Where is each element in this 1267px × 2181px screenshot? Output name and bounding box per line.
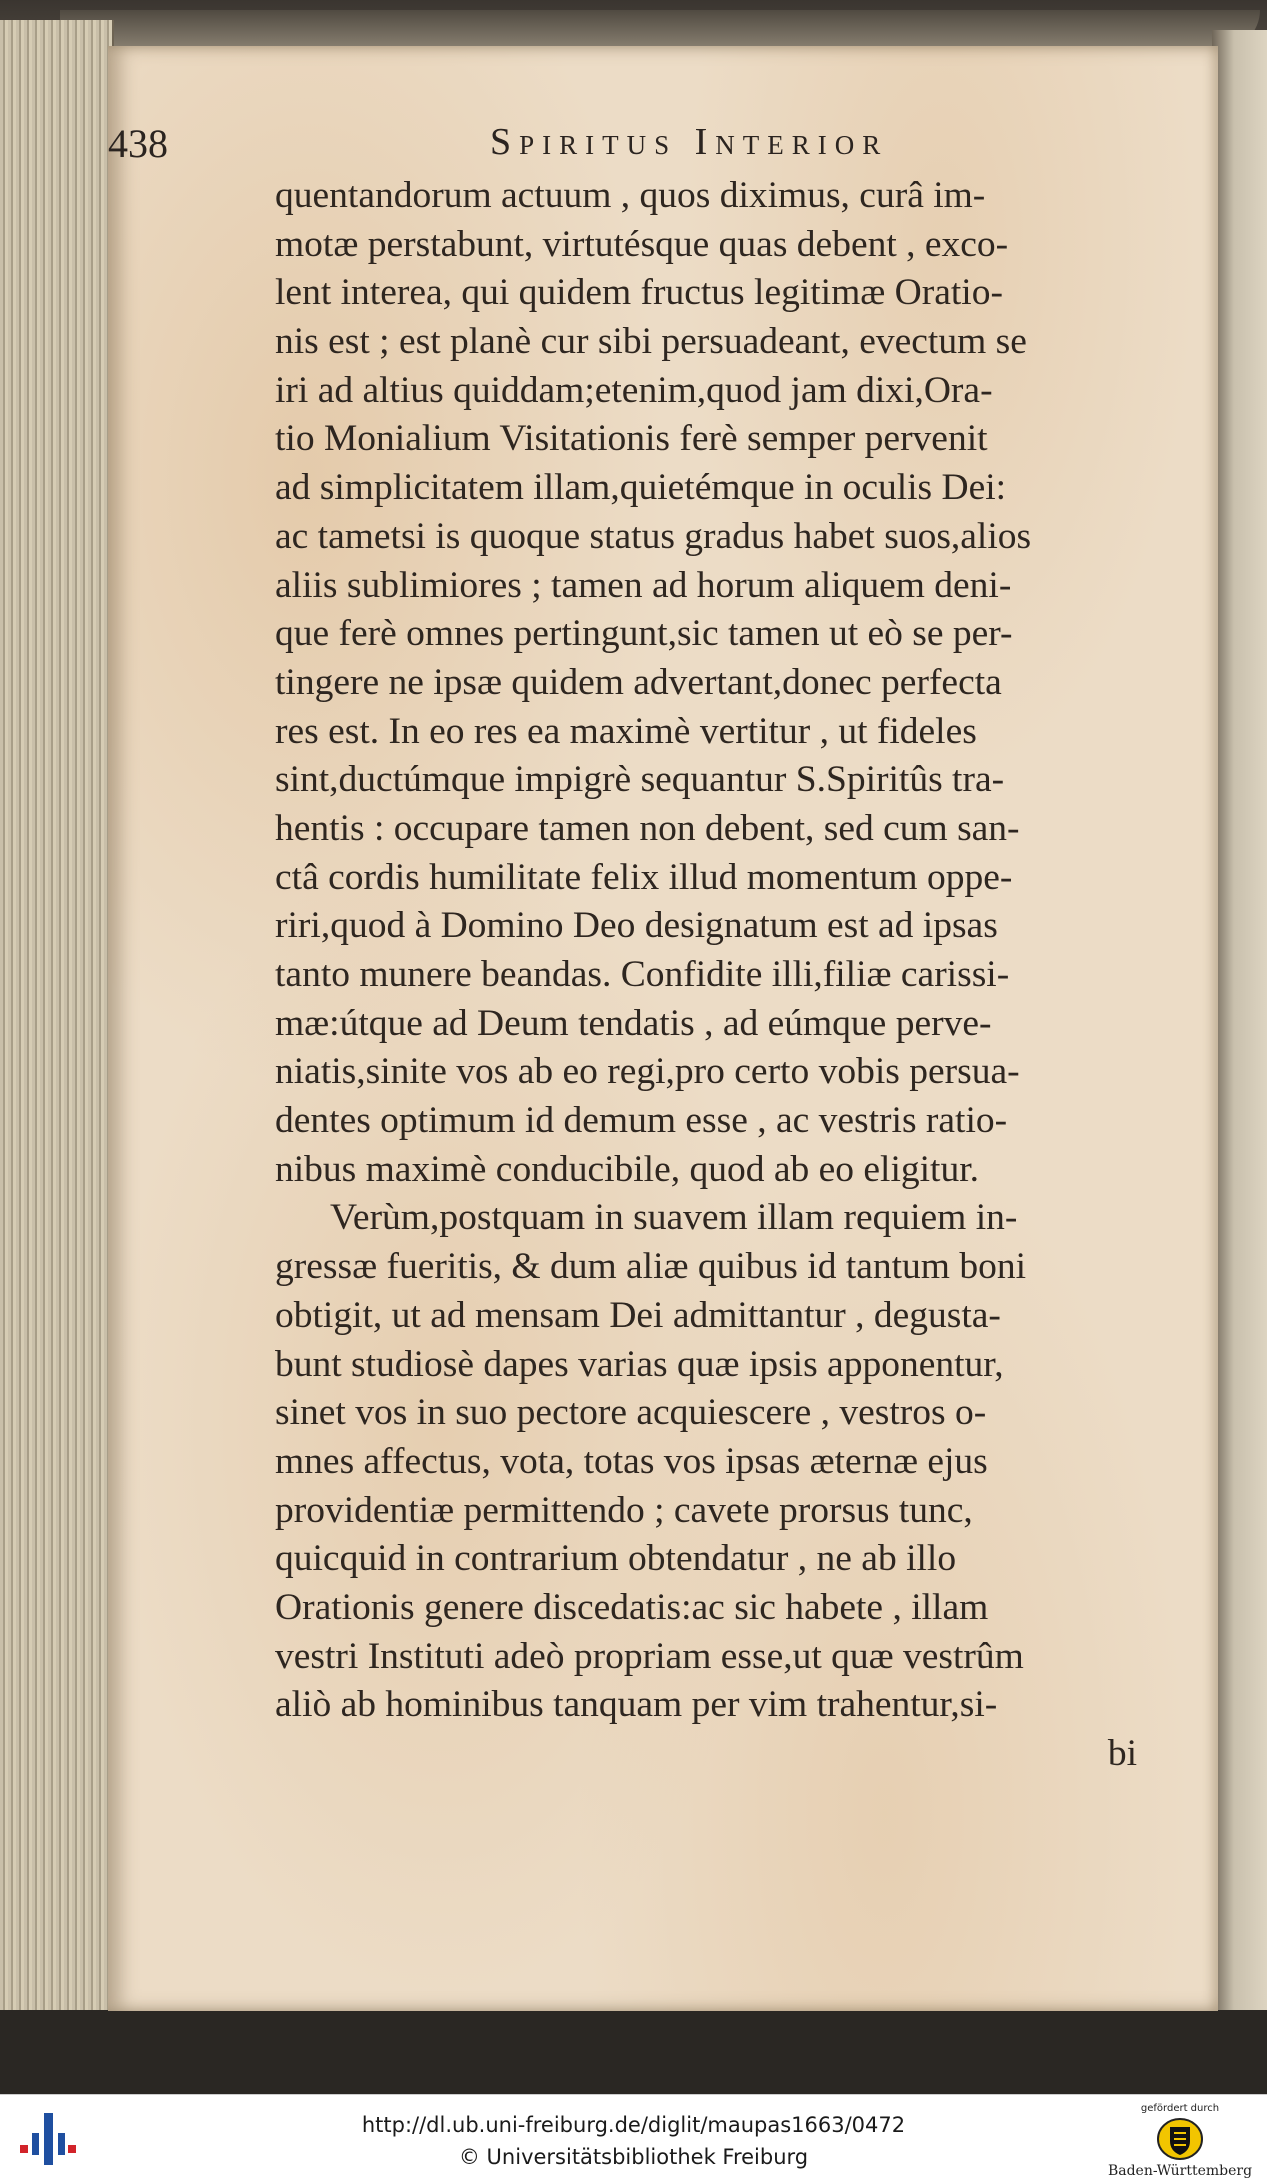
text-line: dentes optimum id demum esse , ac vestris ratio- (275, 1100, 1008, 1142)
text-line: providentiæ permittendo ; cavete prorsus tunc, (275, 1489, 973, 1531)
text-line: Verùm,postquam in suavem illam requiem in- (330, 1197, 1018, 1239)
bw-coat-of-arms-icon (1156, 2117, 1204, 2161)
funder-caption: gefördert durch (1140, 2103, 1220, 2114)
catchword: bi (1107, 1733, 1137, 1774)
text-line: aliò ab hominibus tanquam per vim trahentur,si- (275, 1684, 998, 1726)
text-line: mæ:útque ad Deum tendatis , ad eúmque perve- (275, 1002, 992, 1044)
text-line: niatis,sinite vos ab eo regi,pro certo vobis persua- (275, 1051, 1020, 1093)
permalink-url[interactable]: http://dl.ub.uni-freiburg.de/diglit/maupas1663/0472 (361, 2113, 906, 2137)
text-line: quentandorum actuum , quos diximus, curâ im- (275, 175, 986, 216)
text-line: mnes affectus, vota, totas vos ipsas æternæ ejus (275, 1440, 988, 1482)
text-line: riri,quod à Domino Deo designatum est ad ipsas (275, 905, 998, 947)
text-line: sinet vos in suo pectore acquiescere , vestros o- (275, 1392, 987, 1434)
text-line: bunt studiosè dapes varias quæ ipsis apponentur, (275, 1343, 1004, 1385)
funder-logo (1100, 2101, 1260, 2181)
text-line: quicquid in contrarium obtendatur , ne ab illo (275, 1538, 957, 1580)
text-line: tio Monialium Visitationis ferè semper pervenit (275, 418, 988, 460)
text-line: res est. In eo res ea maximè vertitur , ut fideles (275, 710, 977, 752)
text-line: ad simplicitatem illam,quietémque in oculis Dei: (275, 467, 1007, 509)
text-line: ctâ cordis humilitate felix illud momentum oppe- (275, 856, 1013, 898)
text-line: nis est ; est planè cur sibi persuadeant, evectum se (275, 321, 1027, 363)
text-line: obtigit, ut ad mensam Dei admittantur , degusta- (275, 1294, 1001, 1336)
book-binding-shadow (60, 10, 1260, 50)
text-line: hentis : occupare tamen non debent, sed cum san- (275, 807, 1020, 849)
funder-name: Baden-Württemberg (1107, 2163, 1253, 2179)
text-line: aliis sublimiores ; tamen ad horum aliquem deni- (275, 564, 1012, 606)
text-line: ac tametsi is quoque status gradus habet suos,alios (275, 515, 1032, 557)
running-title: Spiritus Interior (490, 121, 889, 163)
text-line: gressæ fueritis, & dum aliæ quibus id tantum boni (275, 1246, 1027, 1288)
text-line: tanto munere beandas. Confidite illi,filiæ carissi- (275, 954, 1010, 995)
text-line: lent interea, qui quidem fructus legitimæ Oratio- (275, 272, 1003, 314)
text-line: nibus maximè conducibile, quod ab eo eligitur. (275, 1148, 980, 1190)
text-line: sint,ductúmque impigrè sequantur S.Spiritûs tra- (275, 759, 1005, 801)
text-line: vestri Instituti adeò propriam esse,ut quæ vestrûm (275, 1635, 1024, 1677)
page-stack-edge (0, 20, 114, 2010)
page-number: 438 (108, 121, 168, 166)
text-line: que ferè omnes pertingunt,sic tamen ut eò se per- (275, 613, 1013, 655)
copyright-notice: © Universitätsbibliothek Freiburg (458, 2145, 809, 2169)
page-text (275, 172, 1155, 1779)
text-line: Orationis genere discedatis:ac sic habete , illam (275, 1586, 989, 1628)
text-line: iri ad altius quiddam;etenim,quod jam dixi,Ora- (275, 369, 993, 411)
text-line: motæ perstabunt, virtutésque quas debent , exco- (275, 223, 1009, 265)
next-page-edge (1212, 30, 1267, 2010)
viewer-footer (0, 2094, 1267, 2181)
text-line: tingere ne ipsæ quidem advertant,donec perfecta (275, 661, 1002, 703)
